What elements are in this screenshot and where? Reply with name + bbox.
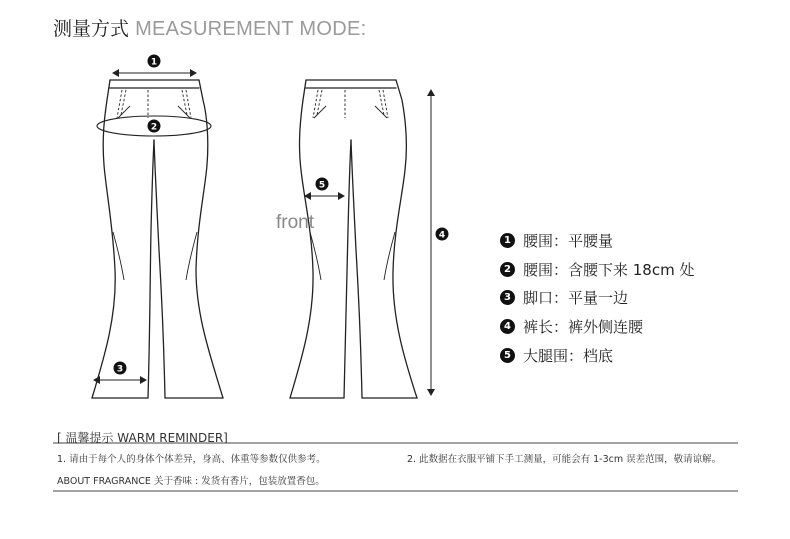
title-chinese: 测量方式 [53,18,130,40]
marker-2-hip [97,116,211,136]
legend-item-hip [500,255,694,284]
legend-number-1: 1 [500,233,515,248]
measurement-legend [500,226,694,370]
legend-text: 大腿围：档底 [523,347,614,366]
marker-4-length [431,90,449,395]
reminder-heading: [ 温馨提示 WARM REMINDER] [57,431,228,445]
svg-text:1: 1 [150,57,158,68]
legend-item-hem [500,284,694,313]
svg-text:5: 5 [318,180,326,191]
legend-text: 腰围：平腰量 [523,231,614,250]
svg-text:4: 4 [438,230,446,241]
fragrance-note: ABOUT FRAGRANCE 关于香味 : 发货有香片，包装放置香包。 [57,476,325,487]
marker-1-waist [113,55,196,74]
legend-number-2: 2 [500,262,515,277]
front-pants-details [117,90,191,118]
front-label: front [276,212,315,233]
marker-5-thigh [305,178,344,197]
reminder-note-1: 1. 请由于每个人的身体个体差异，身高、体重等参数仅供参考。 [57,454,326,465]
legend-item-length [500,312,694,341]
legend-number-5: 5 [500,348,515,363]
legend-number-4: 4 [500,319,515,334]
svg-text:2: 2 [150,122,158,133]
svg-text:3: 3 [116,364,124,375]
back-pants-details [313,90,388,118]
reminder-note-2: 2. 此数据在衣服平铺下手工测量，可能会有 1-3cm 误差范围，敬请谅解。 [407,454,722,465]
legend-item-waist [500,226,694,255]
legend-text: 脚口：平量一边 [523,289,629,308]
back-pants-outline [290,80,417,398]
title-english: MEASUREMENT MODE: [135,18,367,40]
legend-text: 裤长：裤外侧连腰 [523,318,644,337]
legend-item-thigh [500,341,694,370]
legend-number-3: 3 [500,290,515,305]
legend-text: 腰围：含腰下来 18cm 处 [523,260,695,279]
